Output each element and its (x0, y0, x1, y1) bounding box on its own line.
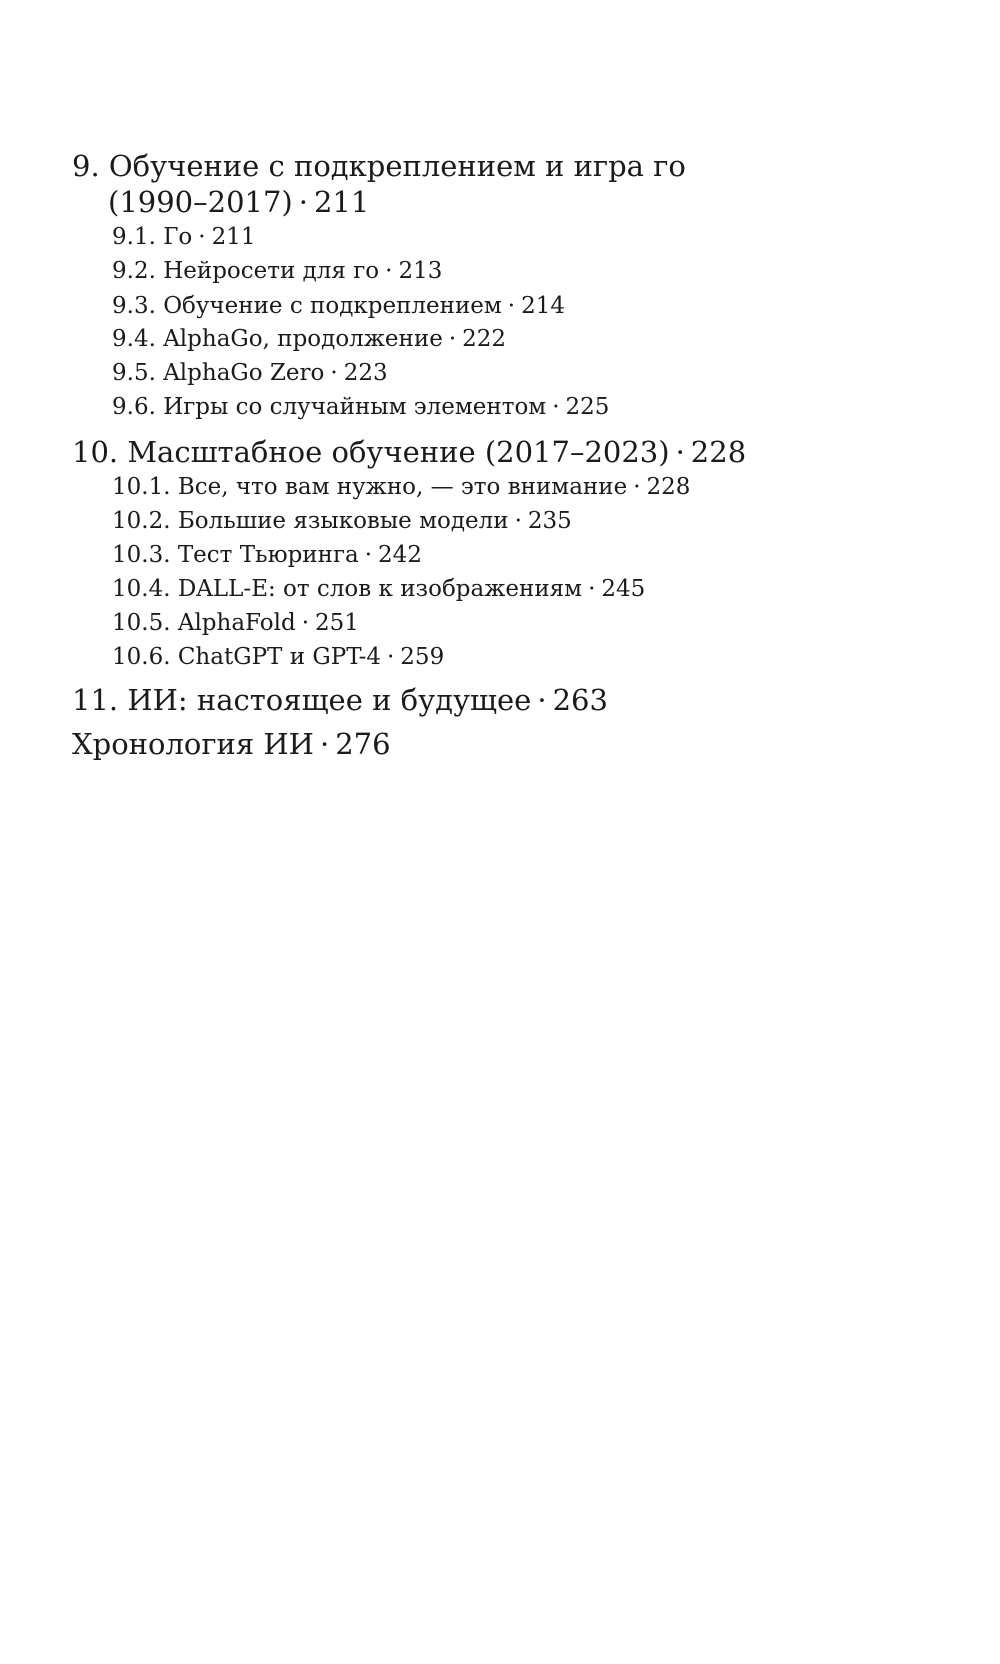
chapter-title: 9. Обучение с подкреплением и игра го (72, 149, 686, 183)
chapter-9-title-line-1[interactable] (72, 149, 686, 183)
separator-dot: · (588, 576, 596, 602)
page-number: 222 (462, 326, 507, 352)
section-title: 10.3. Тест Тьюринга (112, 542, 359, 568)
section-title: 10.1. Все, что вам нужно, — это внимание (112, 474, 628, 500)
section-title: 9.5. AlphaGo Zero (112, 360, 325, 386)
toc-entry-10-1[interactable] (112, 476, 690, 499)
page-number: 211 (211, 224, 256, 250)
separator-dot: · (552, 394, 560, 420)
chapter-10-title[interactable] (72, 435, 747, 469)
page-number: 242 (378, 542, 422, 568)
section-title: 10.6. ChatGPT и GPT-4 (112, 644, 381, 670)
section-title: 10.2. Большие языковые модели (112, 508, 509, 534)
section-title: 9.6. Игры со случайным элементом (112, 394, 547, 420)
section-title: 9.3. Обучение с подкреплением (112, 293, 502, 319)
section-title: 9.2. Нейросети для го (112, 258, 380, 284)
separator-dot: · (675, 435, 685, 469)
page-number: 276 (335, 727, 391, 761)
page-number: 214 (521, 293, 566, 319)
toc-entry-10-3[interactable] (112, 544, 422, 567)
page-number: 228 (646, 474, 691, 500)
toc-entry-10-2[interactable] (112, 510, 572, 533)
section-title: 9.4. AlphaGo, продолжение (112, 326, 443, 352)
section-title: 10.4. DALL-E: от слов к изображениям (112, 576, 583, 602)
page-number: 211 (313, 185, 370, 219)
toc-entry-9-1[interactable] (112, 226, 256, 249)
separator-dot: · (633, 474, 641, 500)
section-title: 10.5. AlphaFold (112, 610, 296, 636)
page-number: 245 (601, 576, 646, 602)
page-number: 213 (398, 258, 443, 284)
separator-dot: · (537, 683, 547, 717)
page-number: 263 (552, 683, 608, 717)
chapter-title-continued: (1990–2017) (108, 185, 293, 219)
toc-entry-9-4[interactable] (112, 328, 506, 351)
chapter-9-title-line-2[interactable] (108, 185, 370, 219)
separator-dot: · (319, 727, 330, 761)
separator-dot: · (448, 326, 457, 352)
chapter-title: Хронология ИИ (72, 727, 314, 761)
separator-dot: · (385, 258, 393, 284)
toc-entry-10-5[interactable] (112, 612, 359, 635)
separator-dot: · (514, 508, 522, 534)
separator-dot: · (507, 293, 516, 319)
page-number: 223 (343, 360, 388, 386)
chapter-11-title[interactable] (72, 683, 608, 717)
chapter-title: 11. ИИ: настоящее и будущее (72, 683, 532, 717)
separator-dot: · (301, 610, 309, 636)
page-number: 251 (315, 610, 359, 636)
toc-entry-10-6[interactable] (112, 646, 444, 669)
toc-entry-9-6[interactable] (112, 396, 609, 419)
toc-entry-9-3[interactable] (112, 295, 565, 318)
page-number: 259 (400, 644, 445, 670)
separator-dot: · (198, 224, 206, 250)
timeline-entry[interactable] (72, 727, 391, 761)
page-number: 228 (690, 435, 747, 469)
page-number: 235 (527, 508, 572, 534)
separator-dot: · (386, 644, 395, 670)
toc-entry-9-2[interactable] (112, 260, 442, 283)
page-number: 225 (565, 394, 610, 420)
separator-dot: · (298, 185, 308, 219)
section-title: 9.1. Го (112, 224, 193, 250)
separator-dot: · (364, 542, 373, 568)
separator-dot: · (330, 360, 338, 386)
toc-entry-9-5[interactable] (112, 362, 388, 385)
chapter-title: 10. Масштабное обучение (2017–2023) (72, 435, 670, 469)
toc-entry-10-4[interactable] (112, 578, 645, 601)
